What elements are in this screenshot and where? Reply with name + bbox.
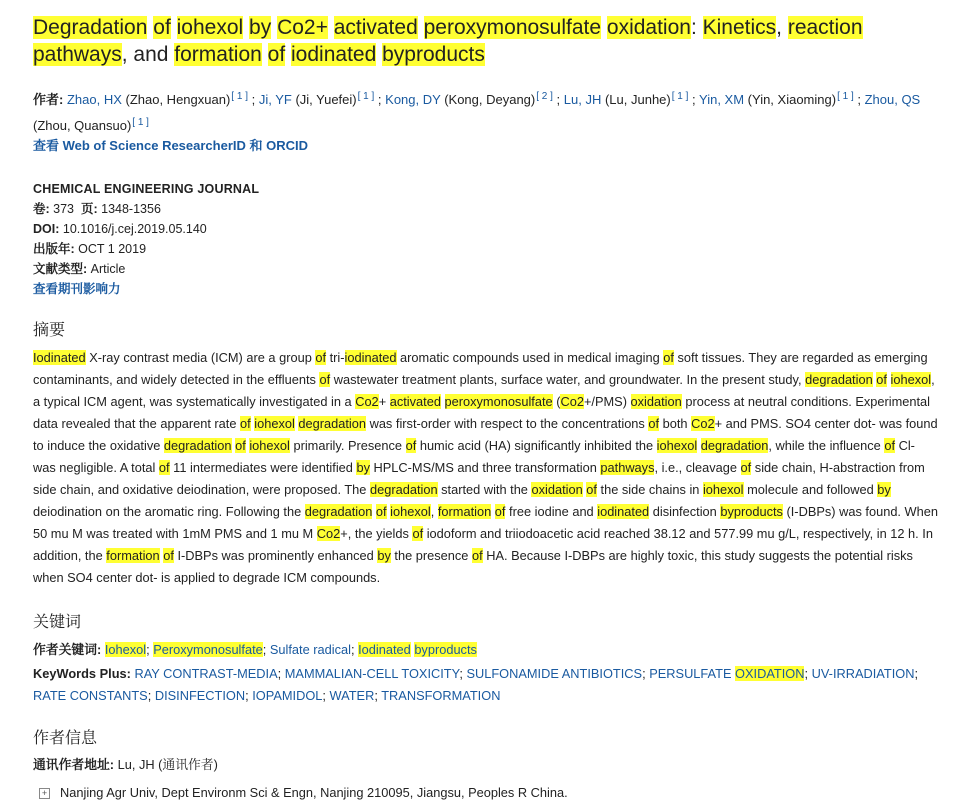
affiliation-marker[interactable]: [ 1 ] — [231, 91, 248, 102]
pubyear-value: OCT 1 2019 — [78, 242, 147, 256]
doctype-row — [33, 259, 940, 279]
doi-value: 10.1016/j.cej.2019.05.140 — [62, 222, 207, 236]
keyword-text: TRANSFORMATION — [381, 688, 501, 703]
abstract-text-highlight: of — [315, 350, 327, 365]
abstract-text-text: aromatic compounds used in medical imaging — [396, 350, 664, 365]
keyword-highlight: Peroxymonosulfate — [153, 642, 263, 657]
author-link[interactable]: Zhao, HX — [66, 92, 122, 107]
keyword-link[interactable] — [330, 688, 375, 703]
affiliation-marker[interactable]: [ 1 ] — [357, 91, 375, 102]
abstract-text-highlight: of — [405, 438, 417, 453]
abstract-text-text: free iodine and — [505, 504, 598, 519]
article-title-text — [171, 16, 177, 39]
authors-block — [33, 85, 940, 137]
abstract-text-highlight: of — [648, 416, 660, 431]
keyword-link[interactable] — [155, 688, 245, 703]
author-info-heading: 作者信息 — [33, 730, 98, 747]
abstract-text-highlight: by — [356, 460, 370, 475]
article-title-text — [601, 16, 607, 39]
abstract-text-highlight: of — [163, 548, 174, 563]
abstract-text-highlight: Iodinated — [33, 350, 86, 365]
abstract-text-text: the presence — [390, 548, 472, 563]
article-title-highlight: Degradation — [33, 16, 148, 39]
abstract-text-text: , while the influence — [768, 438, 885, 453]
abstract-text-text: deiodination on the aromatic ring. Following the — [33, 504, 305, 519]
abstract-heading: 摘要 — [33, 322, 66, 339]
abstract-text-text: , a typical ICM agent, was systematically investigated in a — [33, 372, 935, 409]
abstract-text-text: (I-DBPs) was found. When 50 mu M was treated with 1mM PMS and 1 mu M — [33, 504, 938, 541]
abstract-text-text: ( — [552, 394, 561, 409]
keyword-link[interactable] — [134, 666, 277, 681]
abstract-text-text: I-DBPs was prominently enhanced — [173, 548, 378, 563]
author-fullname: (Ji, Yuefei) — [291, 92, 357, 107]
article-title-highlight: iohexol — [176, 16, 244, 39]
abstract-text-text — [441, 394, 445, 409]
abstract-text-highlight: iohexol — [702, 482, 744, 497]
keyword-text: DISINFECTION — [154, 688, 246, 703]
keyword-link[interactable] — [649, 666, 804, 681]
abstract-text-highlight: of — [319, 372, 331, 387]
article-title-highlight: oxidation — [606, 16, 691, 39]
abstract-text-highlight: iohexol — [656, 438, 698, 453]
keyword-separator: ; — [804, 666, 812, 681]
keyword-separator: ; — [245, 688, 253, 703]
author-separator: ; — [247, 92, 259, 107]
keyword-text: WATER — [329, 688, 375, 703]
abstract-text-highlight: iodinated — [344, 350, 397, 365]
article-title-highlight: byproducts — [382, 43, 485, 66]
abstract-text-text: HPLC-MS/MS and three transformation — [369, 460, 601, 475]
keyword-separator: ; — [262, 642, 270, 657]
pages-value: 1348-1356 — [101, 202, 161, 216]
article-title-text — [418, 16, 424, 39]
article-title-highlight: Kinetics — [702, 16, 777, 39]
keyword-link[interactable] — [270, 642, 351, 657]
authors-label: 作者: — [33, 92, 64, 107]
keyword-text: UV-IRRADIATION — [811, 666, 915, 681]
keywords-block — [33, 639, 940, 707]
keyword-highlight: OXIDATION — [735, 666, 805, 681]
abstract-text-highlight: degradation — [369, 482, 438, 497]
abstract-text-text: + — [378, 394, 390, 409]
author-link[interactable]: Yin, XM — [699, 92, 745, 107]
author-link[interactable]: Ji, YF — [258, 92, 292, 107]
abstract-text-highlight: iohexol — [890, 372, 932, 387]
abstract-text-text: 11 intermediates were identified — [169, 460, 357, 475]
abstract-text-highlight: by — [377, 548, 391, 563]
abstract-text-highlight: Co2 — [560, 394, 584, 409]
abstract-text-text: , i.e., cleavage — [654, 460, 741, 475]
keyword-text: RATE CONSTANTS — [33, 688, 148, 703]
keyword-text: MAMMALIAN-CELL TOXICITY — [284, 666, 460, 681]
article-title-highlight: by — [249, 16, 272, 39]
abstract-text-highlight: pathways — [600, 460, 655, 475]
keywords-plus-row — [33, 663, 940, 707]
keyword-text: RAY CONTRAST-MEDIA — [134, 666, 278, 681]
volume-pages-row — [33, 199, 940, 219]
abstract-text-highlight: of — [375, 504, 387, 519]
keywords-heading: 关键词 — [33, 614, 82, 631]
author-keywords-label: 作者关键词: — [33, 642, 102, 657]
abstract-text-highlight: iohexol — [390, 504, 431, 519]
abstract-text-highlight: of — [876, 372, 887, 387]
author-link[interactable]: Kong, DY — [385, 92, 441, 107]
keyword-link[interactable] — [252, 688, 322, 703]
abstract-text-text: process at neutral conditions. Experimental data revealed that the apparent rate — [33, 394, 931, 431]
keyword-link[interactable] — [358, 642, 477, 657]
address-item — [33, 783, 940, 803]
author-separator: ; — [853, 92, 865, 107]
author-fullname: (Kong, Deyang) — [440, 92, 536, 107]
keyword-separator: ; — [374, 688, 382, 703]
keyword-separator: ; — [642, 666, 650, 681]
article-title-highlight: peroxymonosulfate — [423, 16, 602, 39]
abstract-text-text: side chain, H-abstraction from side chain, and oxidative deiodination, were proposed. The — [33, 460, 925, 497]
keyword-highlight: byproducts — [414, 642, 477, 657]
doi-row — [33, 219, 940, 239]
abstract-text — [33, 347, 940, 589]
keyword-link[interactable] — [466, 666, 642, 681]
abstract-text-text: humic acid (HA) significantly inhibited the — [416, 438, 657, 453]
affiliation-marker[interactable]: [ 2 ] — [536, 91, 553, 102]
abstract-text-highlight: Co2 — [316, 526, 341, 541]
abstract-text-text: molecule and followed — [743, 482, 878, 497]
keyword-text: Sulfate radical — [269, 642, 351, 657]
keyword-link[interactable] — [153, 642, 263, 657]
author-separator: ; — [552, 92, 564, 107]
volume-value: 373 — [53, 202, 75, 216]
author-separator: ; — [688, 92, 700, 107]
keyword-link[interactable] — [812, 666, 915, 681]
abstract-text-highlight: of — [663, 350, 674, 365]
keyword-text: IOPAMIDOL — [252, 688, 323, 703]
article-title-highlight: of — [153, 16, 171, 39]
abstract-text-text: was first-order with respect to the concentrations — [366, 416, 649, 431]
abstract-text-highlight: of — [884, 438, 896, 453]
abstract-text-highlight: of — [412, 526, 424, 541]
keywords-plus-label: KeyWords Plus: — [33, 666, 131, 681]
abstract-text-highlight: of — [586, 482, 597, 497]
pubyear-label: 出版年: — [33, 242, 75, 256]
corresponding-address-row — [33, 755, 940, 775]
keywords-plus-list — [33, 666, 918, 703]
author-keywords-row — [33, 639, 940, 661]
abstract-text-text: both — [659, 416, 692, 431]
doctype-value: Article — [90, 262, 126, 276]
abstract-text-text: X-ray contrast media (ICM) are a group — [85, 350, 316, 365]
abstract-text-highlight: degradation — [304, 504, 373, 519]
keyword-separator: ; — [350, 642, 359, 657]
abstract-text-text: the side chains in — [596, 482, 703, 497]
abstract-text-text: wastewater treatment plants, surface water, and groundwater. In the present study, — [330, 372, 806, 387]
abstract-text-highlight: of — [235, 438, 246, 453]
keyword-separator: ; — [147, 688, 155, 703]
article-title-text — [328, 16, 334, 39]
article-title — [33, 0, 940, 68]
abstract-text-highlight: iohexol — [249, 438, 290, 453]
keyword-separator: ; — [914, 666, 919, 681]
keyword-separator: ; — [322, 688, 330, 703]
article-title-text — [262, 43, 268, 66]
article-title-highlight: pathways — [33, 43, 122, 66]
doctype-label: 文献类型: — [33, 262, 88, 276]
abstract-text-highlight: degradation — [163, 438, 232, 453]
abstract-text-highlight: degradation — [298, 416, 367, 431]
journal-impact-link[interactable]: 查看期刊影响力 — [33, 282, 121, 296]
abstract-text-text: +/PMS) — [583, 394, 631, 409]
abstract-text-text: started with the — [437, 482, 532, 497]
volume-label: 卷: — [33, 202, 50, 216]
doi-label: DOI: — [33, 222, 60, 236]
keyword-link[interactable] — [33, 688, 148, 703]
corresponding-value: Lu, JH (通讯作者) — [117, 757, 218, 772]
source-block — [33, 179, 940, 299]
abstract-text-highlight: Co2 — [355, 394, 379, 409]
affiliation-marker[interactable]: [ 1 ] — [837, 91, 854, 102]
author-link[interactable]: Lu, JH — [563, 92, 602, 107]
article-title-highlight: iodinated — [291, 43, 377, 66]
abstract-text-highlight: formation — [106, 548, 160, 563]
abstract-text-highlight: iohexol — [254, 416, 295, 431]
author-link[interactable]: Zhou, QS — [864, 92, 921, 107]
article-title-text: , — [776, 16, 788, 39]
abstract-text-text: iodoform and triiodoacetic acid reached 38.12 and 577.99 mu g/L, respectively, in 12 h. In addition, the — [33, 526, 933, 563]
affiliation-marker[interactable]: [ 1 ] — [132, 117, 149, 128]
abstract-text-highlight: oxidation — [630, 394, 682, 409]
abstract-text-highlight: of — [471, 548, 483, 563]
abstract-text-highlight: activated — [389, 394, 441, 409]
keyword-text: SULFONAMIDE ANTIBIOTICS — [466, 666, 643, 681]
affiliation-marker[interactable]: [ 1 ] — [671, 91, 689, 102]
article-title-text: : — [690, 16, 703, 39]
expand-plus-icon[interactable]: + — [39, 788, 50, 799]
abstract-text-highlight: oxidation — [531, 482, 583, 497]
keyword-link[interactable] — [285, 666, 460, 681]
abstract-text-text: HA. Because I-DBPs are highly toxic, this study suggests the potential risks when SO4 center dot- is applied to degrade ICM compounds. — [33, 548, 913, 585]
abstract-text-highlight: of — [158, 460, 170, 475]
abstract-text-text — [887, 372, 891, 387]
abstract-text-text: Cl- was negligible. A total — [33, 438, 915, 475]
keyword-separator: ; — [459, 666, 467, 681]
article-title-highlight: activated — [333, 16, 418, 39]
article-title-highlight: reaction — [787, 16, 863, 39]
article-title-text: , and — [121, 43, 175, 66]
keyword-link[interactable] — [381, 688, 500, 703]
author-list — [33, 92, 920, 133]
author-separator: ; — [374, 92, 386, 107]
abstract-text-highlight: byproducts — [720, 504, 783, 519]
researcher-id-link[interactable]: 查看 Web of Science ResearcherID 和 ORCID — [33, 138, 309, 153]
article-title-highlight: of — [267, 43, 286, 66]
author-fullname: (Zhao, Hengxuan) — [121, 92, 231, 107]
author-fullname: (Lu, Junhe) — [601, 92, 671, 107]
article-title-highlight: formation — [174, 43, 262, 66]
author-fullname: (Yin, Xiaoming) — [744, 92, 837, 107]
keyword-link[interactable] — [105, 642, 146, 657]
abstract-text-text: disinfection — [649, 504, 721, 519]
pages-label: 页: — [80, 202, 98, 216]
abstract-text-highlight: degradation — [700, 438, 769, 453]
abstract-text-highlight: degradation — [805, 372, 873, 387]
abstract-text-highlight: formation — [437, 504, 492, 519]
abstract-text-highlight: peroxymonosulfate — [444, 394, 553, 409]
keyword-text: PERSULFATE — [649, 666, 736, 681]
abstract-text-highlight: of — [240, 416, 251, 431]
abstract-text-text: +, the yields — [340, 526, 413, 541]
corresponding-label: 通讯作者地址: — [33, 757, 115, 772]
abstract-text-highlight: of — [494, 504, 506, 519]
keyword-highlight: Iohexol — [104, 642, 147, 657]
keyword-highlight: Iodinated — [358, 642, 411, 657]
abstract-text-highlight: by — [877, 482, 891, 497]
pubyear-row — [33, 239, 940, 259]
abstract-text-text: + and PMS. SO4 center dot- was found to induce the oxidative — [33, 416, 938, 453]
article-title-highlight: Co2+ — [277, 16, 328, 39]
abstract-text-text: soft tissues. They are regarded as emerging contaminants, and widely detected in the effluents — [33, 350, 928, 387]
author-keywords-list — [105, 642, 477, 657]
abstract-text-text: tri- — [326, 350, 345, 365]
address-text: Nanjing Agr Univ, Dept Environm Sci & Engn, Nanjing 210095, Jiangsu, Peoples R China. — [60, 785, 568, 800]
keyword-separator: ; — [146, 642, 154, 657]
abstract-text-text: , — [430, 504, 438, 519]
journal-name: CHEMICAL ENGINEERING JOURNAL — [33, 182, 260, 196]
abstract-text-highlight: of — [740, 460, 752, 475]
keyword-separator: ; — [277, 666, 285, 681]
abstract-text-highlight: Co2 — [691, 416, 715, 431]
abstract-text-text: primarily. Presence — [289, 438, 406, 453]
abstract-text-highlight: iodinated — [597, 504, 650, 519]
author-fullname: (Zhou, Quansuo) — [33, 118, 132, 133]
